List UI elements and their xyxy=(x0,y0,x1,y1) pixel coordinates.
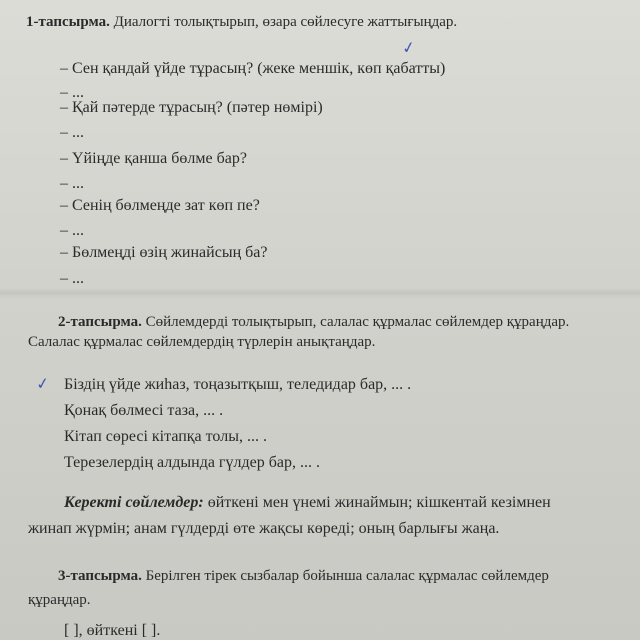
dialogue-line-2: – ... xyxy=(60,84,84,101)
task2-text-line2: Салалас құрмалас сөйлемдердің түрлерін анықтаңдар. xyxy=(28,334,376,350)
sentence-1: Біздің үйде жиһаз, тоңазытқыш, теледидар бар, ... . xyxy=(64,376,412,393)
task3-scheme: [ ], өйткені [ ]. xyxy=(64,622,161,639)
page-shadow xyxy=(0,288,640,298)
task2-heading xyxy=(58,314,569,331)
needed-sentences-label: Керекті сөйлемдер: xyxy=(64,494,204,511)
task3-text-line2: құраңдар. xyxy=(28,592,91,608)
dialogue-line-4: – ... xyxy=(60,124,84,141)
sentence-3: Кітап сөресі кітапқа толы, ... . xyxy=(64,428,267,445)
sentence-4: Терезелердің алдында гүлдер бар, ... . xyxy=(64,454,320,471)
dialogue-line-7: – Сенің бөлмеңде зат көп пе? xyxy=(60,197,260,214)
task2-label: 2-тапсырма. xyxy=(58,314,142,330)
task3-text-line1: Берілген тірек сызбалар бойынша салалас құрмалас сөйлемдер xyxy=(145,568,549,584)
dialogue-line-1: – Сен қандай үйде тұрасың? (жеке меншік, көп қабатты) xyxy=(60,60,446,77)
task3-label: 3-тапсырма. xyxy=(58,568,142,584)
dialogue-line-3: – Қай пәтерде тұрасың? (пәтер нөмірі) xyxy=(60,99,323,116)
needed-sentences-line1 xyxy=(64,494,634,512)
dialogue-line-6: – ... xyxy=(60,175,84,192)
task2-text-line1: Сөйлемдерді толықтырып, салалас құрмалас сөйлемдер құраңдар. xyxy=(145,314,570,330)
task1-text: Диалогті толықтырып, өзара сөйлесуге жаттығыңдар. xyxy=(113,14,458,30)
task3-heading xyxy=(58,568,638,585)
needed-sentences-line2: жинап жүрмін; анам гүлдерді өте жақсы көреді; оның барлығы жаңа. xyxy=(28,520,500,537)
dialogue-line-9: – Бөлмеңді өзің жинайсың ба? xyxy=(60,244,268,261)
needed-sentences-text1: өйткені мен үнемі жинаймын; кішкентай кезімнен xyxy=(207,494,551,511)
task1-label: 1-тапсырма. xyxy=(26,14,110,30)
task1-heading xyxy=(26,14,457,31)
dialogue-line-5: – Үйіңде қанша бөлме бар? xyxy=(60,150,247,167)
dialogue-line-8: – ... xyxy=(60,222,84,239)
dialogue-line-10: – ... xyxy=(60,270,84,287)
pen-check-mark-icon: ✓ xyxy=(400,36,417,59)
pen-check-mark-icon-2: ✓ xyxy=(34,373,51,394)
sentence-2: Қонақ бөлмесі таза, ... . xyxy=(64,402,224,419)
